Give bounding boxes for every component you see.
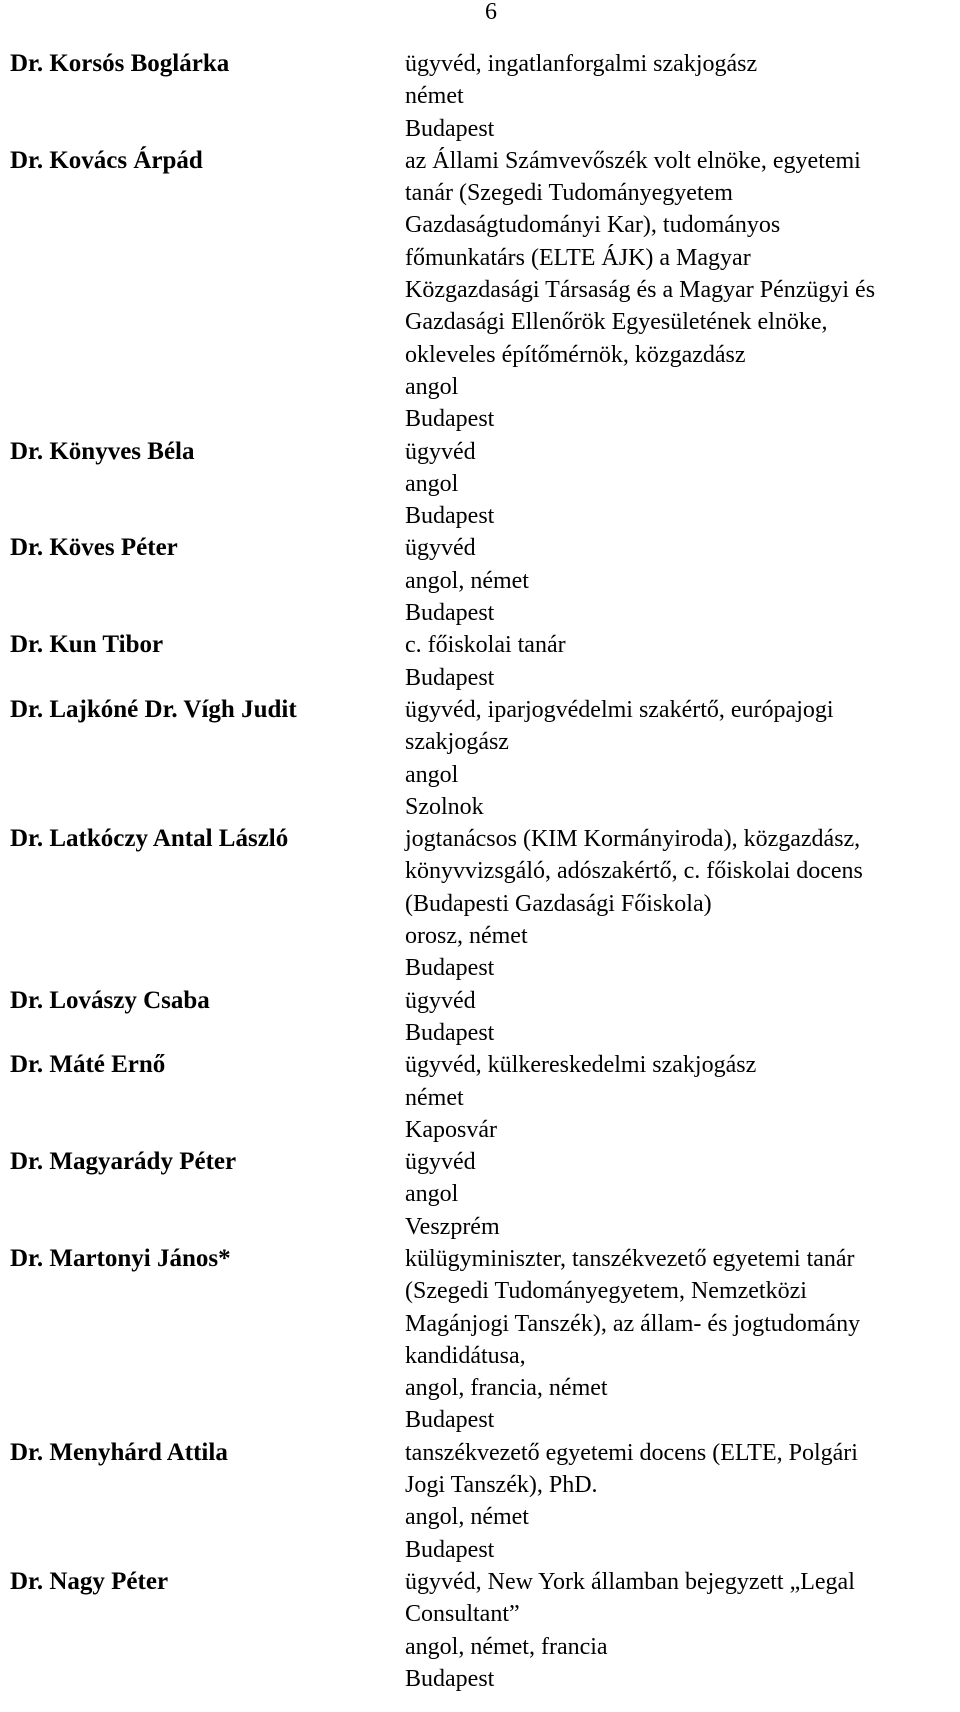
detail-line: német (405, 83, 464, 110)
detail-line: angol, német (405, 567, 529, 594)
person-name: Dr. Korsós Boglárka (10, 50, 230, 77)
person-details (405, 436, 955, 533)
detail-line: angol, német, francia (405, 1633, 608, 1660)
person-details (405, 145, 955, 436)
person-details (405, 1146, 955, 1243)
detail-line: ügyvéd, ingatlanforgalmi szakjogász (405, 51, 758, 77)
directory-list (10, 48, 955, 1695)
person-details (405, 823, 955, 984)
person-name: Dr. Latkóczy Antal László (10, 825, 289, 853)
detail-line: ügyvéd, külkereskedelmi szakjogász (405, 1052, 757, 1079)
detail-line: Budapest (405, 600, 495, 627)
detail-line: az Állami Számvevőszék volt elnöke, egyetemi (405, 147, 861, 174)
detail-line: ügyvéd, iparjogvédelmi szakértő, európajogi (405, 696, 834, 723)
detail-line: angol, francia, német (405, 1375, 608, 1402)
person-name: Dr. Nagy Péter (10, 1567, 169, 1595)
detail-line: Consultant” (405, 1601, 520, 1628)
person-name: Dr. Martonyi János* (10, 1244, 231, 1272)
person-details (405, 1049, 955, 1146)
person-details (405, 532, 955, 629)
person-name: Dr. Máté Ernő (10, 1051, 166, 1079)
detail-line: német (405, 1084, 464, 1111)
detail-line: angol, német (405, 1504, 529, 1531)
detail-line: Budapest (405, 1665, 495, 1692)
detail-line: ügyvéd (405, 535, 476, 562)
detail-line: (Szegedi Tudományegyetem, Nemzetközi (405, 1278, 807, 1305)
directory-entry (10, 436, 955, 533)
detail-line: ügyvéd (405, 1149, 476, 1176)
detail-line: Magánjogi Tanszék), az állam- és jogtudomány (405, 1310, 861, 1337)
directory-entry (10, 823, 955, 984)
detail-line: szakjogász (405, 729, 509, 756)
person-name: Dr. Könyves Béla (10, 437, 195, 465)
person-name: Dr. Magyarády Péter (10, 1148, 237, 1176)
person-details (405, 48, 955, 145)
directory-entry (10, 1146, 955, 1243)
detail-line: Gazdasági Ellenőrök Egyesületének elnöke, (405, 309, 828, 336)
detail-line: Budapest (405, 664, 495, 691)
person-details (405, 1243, 955, 1437)
detail-line: Szolnok (405, 793, 484, 820)
person-name: Dr. Kun Tibor (10, 631, 164, 659)
detail-line: orosz, német (405, 923, 528, 950)
detail-line: Gazdaságtudományi Kar), tudományos (405, 212, 781, 239)
detail-line: jogtanácsos (KIM Kormányiroda), közgazdász, (405, 826, 861, 853)
detail-line: főmunkatárs (ELTE ÁJK) a Magyar (405, 244, 751, 271)
detail-line: angol (405, 761, 459, 788)
directory-entry (10, 985, 955, 1050)
person-name: Dr. Kovács Árpád (10, 146, 203, 174)
detail-line: c. főiskolai tanár (405, 632, 566, 659)
person-name: Dr. Köves Péter (10, 534, 178, 562)
detail-line: Közgazdasági Társaság és a Magyar Pénzügyi és (405, 277, 876, 304)
directory-entry (10, 694, 955, 823)
person-details (405, 694, 955, 823)
detail-line: Budapest (405, 1536, 495, 1563)
person-details (405, 1566, 955, 1695)
detail-line: Budapest (405, 406, 495, 433)
detail-line: ügyvéd (405, 438, 476, 465)
detail-line: tanszékvezető egyetemi docens (ELTE, Polgári (405, 1439, 858, 1466)
directory-entry (10, 1049, 955, 1146)
detail-line: Budapest (405, 955, 495, 982)
detail-line: Kaposvár (405, 1116, 497, 1143)
directory-entry (10, 48, 955, 145)
page-number: 6 (485, 0, 497, 25)
detail-line: Jogi Tanszék), PhD. (405, 1472, 598, 1499)
detail-line: külügyminiszter, tanszékvezető egyetemi tanár (405, 1245, 855, 1272)
detail-line: Budapest (405, 1019, 495, 1046)
detail-line: (Budapesti Gazdasági Főiskola) (405, 890, 712, 917)
detail-line: Budapest (405, 115, 495, 142)
detail-line: könyvvizsgáló, adószakértő, c. főiskolai docens (405, 858, 863, 885)
person-details (405, 985, 955, 1050)
person-name: Dr. Lovászy Csaba (10, 986, 210, 1014)
detail-line: angol (405, 373, 459, 400)
detail-line: Veszprém (405, 1213, 500, 1240)
detail-line: kandidátusa, (405, 1342, 526, 1369)
directory-entry (10, 532, 955, 629)
person-name: Dr. Lajkóné Dr. Vígh Judit (10, 695, 297, 723)
directory-entry (10, 1243, 955, 1437)
detail-line: angol (405, 1181, 459, 1208)
detail-line: okleveles építőmérnök, közgazdász (405, 341, 746, 368)
detail-line: Budapest (405, 503, 495, 530)
directory-entry (10, 145, 955, 436)
directory-entry (10, 1437, 955, 1566)
detail-line: tanár (Szegedi Tudományegyetem (405, 180, 733, 207)
directory-entry (10, 1566, 955, 1695)
detail-line: Budapest (405, 1407, 495, 1434)
person-name: Dr. Menyhárd Attila (10, 1438, 228, 1466)
person-details (405, 1437, 955, 1566)
person-details (405, 629, 955, 694)
detail-line: ügyvéd (405, 987, 476, 1014)
detail-line: ügyvéd, New York államban bejegyzett „Legal (405, 1568, 855, 1595)
detail-line: angol (405, 470, 459, 497)
directory-entry (10, 629, 955, 694)
